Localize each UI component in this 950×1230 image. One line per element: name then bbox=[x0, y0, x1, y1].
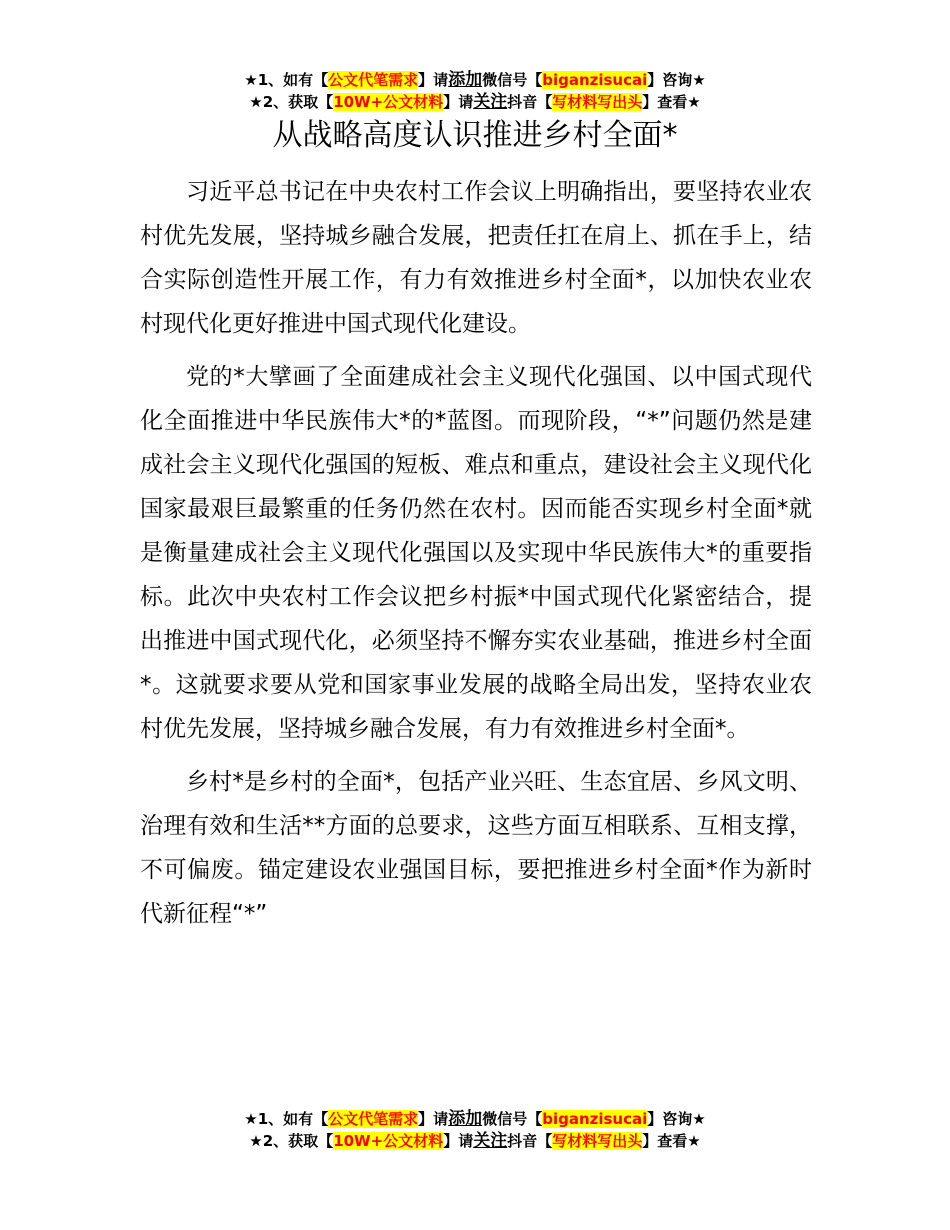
promo-line-2 bbox=[0, 1130, 950, 1152]
promo-text: ★2、获取【 bbox=[249, 1132, 334, 1150]
promo-highlight-douyin: 写材料写出头 bbox=[552, 1132, 643, 1150]
promo-header bbox=[0, 69, 950, 113]
promo-footer bbox=[0, 1108, 950, 1152]
document-title: 从战略高度认识推进乡村全面* bbox=[272, 118, 678, 153]
promo-text: ★1、如有【 bbox=[244, 1110, 329, 1128]
paragraph-3: 乡村*是乡村的全面*，包括产业兴旺、生态宜居、乡风文明、治理有效和生活**方面的总要求，这些方面互相联系、互相支撑，不可偏废。锚定建设农业强国目标，要把推进乡村全面*作为新时代新征程“*” bbox=[140, 769, 812, 927]
promo-text: 】请 bbox=[418, 71, 449, 89]
promo-text: 抖音【 bbox=[507, 93, 553, 111]
promo-highlight-service: 公文代笔需求 bbox=[328, 71, 419, 89]
promo-highlight-materials: 10W+公文材料 bbox=[333, 1132, 444, 1150]
promo-text: 抖音【 bbox=[507, 1132, 553, 1150]
promo-text: 】请 bbox=[443, 1132, 474, 1150]
promo-text: 】咨询★ bbox=[647, 71, 706, 89]
paragraph-2: 党的*大擘画了全面建成社会主义现代化强国、以中国式现代化全面推进中华民族伟大*的*蓝图。而现阶段，“*”问题仍然是建成社会主义现代化强国的短板、难点和重点，建设社会主义现代化国家最艰巨最繁重的任务仍然在农村。因而能否实现乡村全面*就是衡量建成社会主义现代化强国以及实现中华民族伟大*的重要指标。此次中央农村工作会议把乡村振*中国式现代化紧密结合，提出推进中国式现代化，必须坚持不懈夯实农业基础，推进乡村全面*。这就要求要从党和国家事业发展的战略全局出发，坚持农业农村优先发展，坚持城乡融合发展，有力有效推进乡村全面*。 bbox=[140, 364, 812, 742]
promo-text: 微信号【 bbox=[482, 1110, 543, 1128]
paragraph-1: 习近平总书记在中央农村工作会议上明确指出，要坚持农业农村优先发展，坚持城乡融合发展，把责任扛在肩上、抓在手上，结合实际创造性开展工作，有力有效推进乡村全面*，以加快农业农村现代化更好推进中国式现代化建设。 bbox=[140, 179, 812, 337]
promo-text: 】请 bbox=[443, 93, 474, 111]
document-body bbox=[140, 170, 812, 945]
promo-text: ★1、如有【 bbox=[244, 71, 329, 89]
promo-highlight-wechat-id: biganzisucai bbox=[542, 71, 648, 89]
promo-text: 】请 bbox=[418, 1110, 449, 1128]
promo-highlight-materials: 10W+公文材料 bbox=[333, 93, 444, 111]
promo-line-2 bbox=[0, 91, 950, 113]
promo-line-1 bbox=[0, 69, 950, 91]
promo-highlight-wechat-id: biganzisucai bbox=[542, 1110, 648, 1128]
promo-text: 微信号【 bbox=[482, 71, 543, 89]
promo-highlight-douyin: 写材料写出头 bbox=[552, 93, 643, 111]
promo-text: ★2、获取【 bbox=[249, 93, 334, 111]
promo-underline-add: 添加 bbox=[448, 1109, 483, 1129]
promo-text: 】咨询★ bbox=[647, 1110, 706, 1128]
promo-underline-follow: 关注 bbox=[473, 1131, 508, 1151]
promo-underline-follow: 关注 bbox=[473, 92, 508, 112]
promo-text: 】查看★ bbox=[642, 1132, 701, 1150]
promo-text: 】查看★ bbox=[642, 93, 701, 111]
promo-highlight-service: 公文代笔需求 bbox=[328, 1110, 419, 1128]
promo-line-1 bbox=[0, 1108, 950, 1130]
promo-underline-add: 添加 bbox=[448, 70, 483, 90]
